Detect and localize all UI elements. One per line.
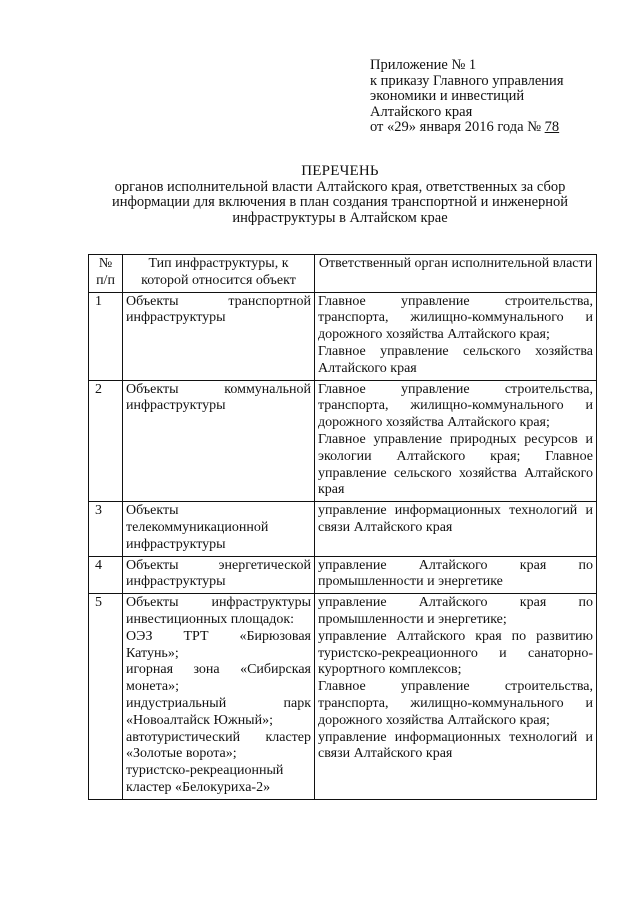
appendix-line: к приказу Главного управления	[370, 72, 564, 89]
infrastructure-type: Объекты энергетической инфраструктуры	[123, 556, 315, 594]
type-entry: ОЭЗ ТРТ «Бирюзовая Катунь»;	[126, 628, 311, 661]
responsible-org	[315, 292, 597, 380]
infrastructure-type: Объекты транспортной инфраструктуры	[123, 292, 315, 380]
appendix-line: Приложение № 1	[370, 57, 477, 73]
row-number: 4	[89, 556, 123, 594]
row-number: 1	[89, 292, 123, 380]
org-entry: управление информационных технологий и связи Алтайского края	[318, 729, 593, 762]
org-entry: Главное управление строительства, транспорта, жилищно-коммунального и дорожного хозяйства Алтайского края;	[318, 679, 593, 728]
org-entry: Главное управление строительства, транспорта, жилищно-коммунального и дорожного хозяйства Алтайского края;	[318, 293, 593, 343]
appendix-line: экономики и инвестиций	[370, 88, 525, 104]
header-org: Ответственный орган исполнительной власти	[315, 255, 597, 293]
org-entry: управление Алтайского края по промышленности и энергетике;	[318, 595, 593, 627]
appendix-block	[370, 58, 620, 136]
document-subtitle-line: инфраструктуры в Алтайском крае	[232, 209, 448, 226]
org-entry: Главное управление сельского хозяйства Алтайского края	[318, 343, 593, 376]
row-number: 2	[89, 380, 123, 502]
document-heading	[90, 164, 590, 226]
responsible-org	[315, 502, 597, 556]
appendix-line: Алтайского края	[370, 103, 473, 120]
order-number: 78	[544, 119, 560, 135]
org-entry: Главное управление строительства, транспорта, жилищно-коммунального и дорожного хозяйства Алтайского края;	[318, 381, 593, 431]
org-entry: управление Алтайского края по развитию туристско-рекреационного и санаторно-курортного комплексов;	[318, 628, 593, 678]
appendix-date-line	[370, 120, 620, 136]
type-entry: автотуристический кластер «Золотые ворота»;	[126, 729, 311, 762]
table-header-row	[89, 255, 597, 293]
document-subtitle-line: органов исполнительной власти Алтайского края, ответственных за сбор	[114, 178, 566, 195]
table-row	[89, 594, 597, 800]
responsible-org	[315, 380, 597, 502]
type-entry: туристско-рекреационный кластер «Белокуриха-2»	[126, 763, 284, 795]
header-type: Тип инфраструктуры, к которой относится объект	[123, 255, 315, 293]
table-row	[89, 556, 597, 594]
infrastructure-type: Объекты телекоммуникационной инфраструктуры	[123, 502, 315, 556]
org-entry: Главное управление природных ресурсов и экологии Алтайского края; Главное управление сельского хозяйства Алтайского края	[318, 431, 593, 498]
infrastructure-type: Объекты коммунальной инфраструктуры	[123, 380, 315, 502]
responsible-org	[315, 594, 597, 800]
responsibility-table	[88, 254, 597, 800]
table-row	[89, 502, 597, 556]
responsible-org	[315, 556, 597, 594]
type-entry: Объекты инфраструктуры инвестиционных площадок:	[126, 595, 311, 627]
document-subtitle-line: информации для включения в план создания транспортной и инженерной	[111, 194, 569, 210]
appendix-date: от «29» января 2016 года №	[370, 119, 545, 135]
document-title: ПЕРЕЧЕНЬ	[301, 163, 379, 179]
org-entry: управление Алтайского края по промышленности и энергетике	[318, 557, 593, 590]
type-entry: индустриальный парк «Новоалтайск Южный»;	[126, 695, 311, 728]
type-entry: игорная зона «Сибирская монета»;	[126, 662, 311, 695]
infrastructure-type	[123, 594, 315, 800]
table-row	[89, 292, 597, 380]
row-number: 5	[89, 594, 123, 800]
org-entry: управление информационных технологий и связи Алтайского края	[318, 503, 593, 535]
table-row	[89, 380, 597, 502]
header-num: № п/п	[89, 255, 123, 293]
row-number: 3	[89, 502, 123, 556]
